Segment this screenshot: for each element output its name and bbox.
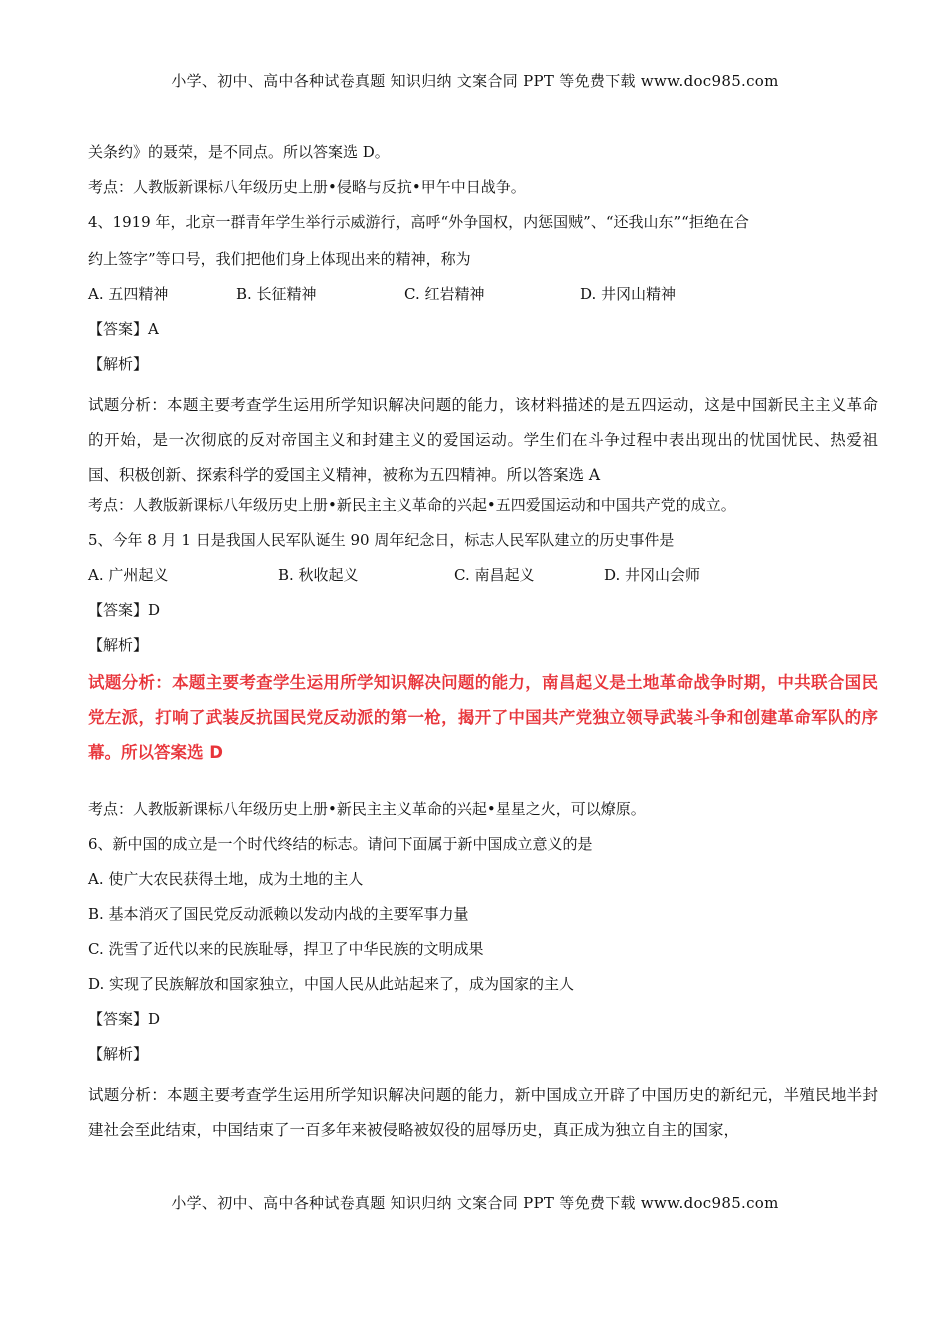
- q5-option-a: A. 广州起义: [88, 566, 169, 584]
- q5-option-d: D. 井冈山会师: [604, 566, 701, 584]
- q4-stem-line2: 约上签字”等口号，我们把他们身上体现出来的精神，称为: [88, 250, 471, 268]
- q6-stem: 6、新中国的成立是一个时代终结的标志。请问下面属于新中国成立意义的是: [88, 835, 593, 853]
- q3-tail: 关条约》的聂荣，是不同点。所以答案选 D。: [88, 143, 390, 161]
- page-header: 小学、初中、高中各种试卷真题 知识归纳 文案合同 PPT 等免费下载 www.doc985.com: [171, 72, 779, 90]
- q4-option-b: B. 长征精神: [236, 285, 317, 303]
- q6-option-c: C. 洗雪了近代以来的民族耻辱，捍卫了中华民族的文明成果: [88, 940, 484, 958]
- q3-kaodian: 考点：人教版新课标八年级历史上册•侵略与反抗•甲午中日战争。: [88, 178, 526, 196]
- q5-options: [88, 566, 878, 585]
- q6-analysis: 试题分析：本题主要考查学生运用所学知识解决问题的能力，新中国成立开辟了中国历史的新纪元，半殖民地半封建社会至此结束，中国结束了一百多年来被侵略被奴役的屈辱历史，真正成为独立自主的国家，: [88, 1086, 878, 1139]
- q4-option-a: A. 五四精神: [88, 285, 169, 303]
- q5-analysis: 试题分析：本题主要考查学生运用所学知识解决问题的能力，南昌起义是土地革命战争时期，中共联合国民党左派，打响了武装反抗国民党反动派的第一枪，揭开了中国共产党独立领导武装斗争和创建革命军队的序幕。所以答案选 D: [88, 673, 878, 762]
- q6-analysis-label: 【解析】: [88, 1045, 149, 1063]
- q4-answer: 【答案】A: [88, 320, 159, 338]
- q5-stem: 5、今年 8 月 1 日是我国人民军队诞生 90 周年纪念日，标志人民军队建立的历史事件是: [88, 531, 675, 549]
- q6-option-b: B. 基本消灭了国民党反动派赖以发动内战的主要军事力量: [88, 905, 469, 923]
- q6-option-d: D. 实现了民族解放和国家独立，中国人民从此站起来了，成为国家的主人: [88, 975, 575, 993]
- q4-options: [88, 285, 878, 304]
- q6-option-a: A. 使广大农民获得土地，成为土地的主人: [88, 870, 364, 888]
- document-body: [88, 143, 878, 1151]
- q4-analysis: 试题分析：本题主要考查学生运用所学知识解决问题的能力，该材料描述的是五四运动，这是中国新民主主义革命的开始，是一次彻底的反对帝国主义和封建主义的爱国运动。学生们在斗争过程中表出现出的忧国忧民、热爱祖国、积极创新、探索科学的爱国主义精神，被称为五四精神。所以答案选 A: [88, 396, 878, 484]
- q5-answer: 【答案】D: [88, 601, 161, 619]
- q4-kaodian: 考点：人教版新课标八年级历史上册•新民主主义革命的兴起•五四爱国运动和中国共产党的成立。: [88, 496, 736, 514]
- q6-answer: 【答案】D: [88, 1010, 161, 1028]
- q5-option-b: B. 秋收起义: [278, 566, 359, 584]
- q5-option-c: C. 南昌起义: [454, 566, 535, 584]
- q5-analysis-label: 【解析】: [88, 636, 149, 654]
- q4-analysis-label: 【解析】: [88, 355, 149, 373]
- q4-stem-line1: 4、1919 年，北京一群青年学生举行示威游行，高呼“外争国权，内惩国贼”、“还我山东”“拒绝在合: [88, 213, 749, 231]
- q4-option-d: D. 井冈山精神: [580, 285, 677, 303]
- q5-kaodian: 考点：人教版新课标八年级历史上册•新民主主义革命的兴起•星星之火，可以燎原。: [88, 800, 646, 818]
- page-footer: 小学、初中、高中各种试卷真题 知识归纳 文案合同 PPT 等免费下载 www.doc985.com: [171, 1194, 779, 1212]
- q4-option-c: C. 红岩精神: [404, 285, 485, 303]
